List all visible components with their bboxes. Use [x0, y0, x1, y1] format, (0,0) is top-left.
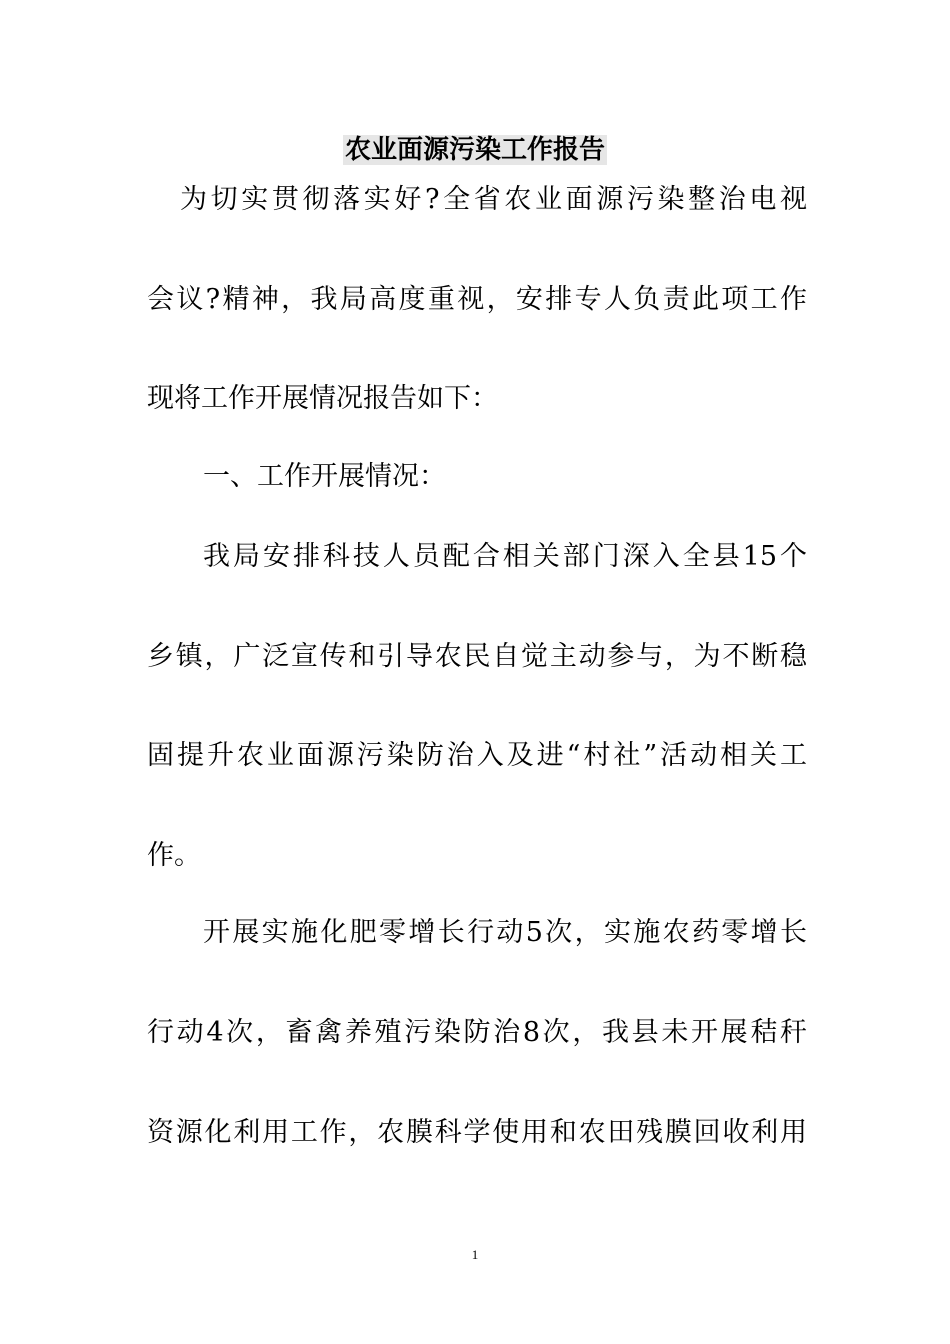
paragraph-line-7: 作。 [147, 840, 201, 871]
paragraph-line-3: 现将工作开展情况报告如下： [147, 383, 498, 414]
document-title [0, 130, 950, 170]
paragraph-line-9: 行动4次，畜禽养殖污染防治8次，我县未开展秸秆 [147, 1017, 807, 1048]
section-heading: 一、工作开展情况： [203, 461, 446, 492]
page-number: 1 [471, 1247, 479, 1262]
paragraph-line-2: 会议?精神，我局高度重视，安排专人负责此项工作 [147, 284, 807, 315]
document-title-text: 农业面源污染工作报告 [344, 135, 605, 165]
paragraph-line-1: 为切实贯彻落实好?全省农业面源污染整治电视 [180, 184, 807, 215]
paragraph-line-10: 资源化利用工作，农膜科学使用和农田残膜回收利用 [147, 1117, 807, 1148]
paragraph-line-8: 开展实施化肥零增长行动5次，实施农药零增长 [203, 917, 807, 948]
paragraph-line-5: 乡镇，广泛宣传和引导农民自觉主动参与，为不断稳 [147, 641, 807, 672]
paragraph-line-4: 我局安排科技人员配合相关部门深入全县15个 [203, 541, 807, 572]
paragraph-line-6: 固提升农业面源污染防治入及进“村社”活动相关工 [147, 740, 807, 771]
